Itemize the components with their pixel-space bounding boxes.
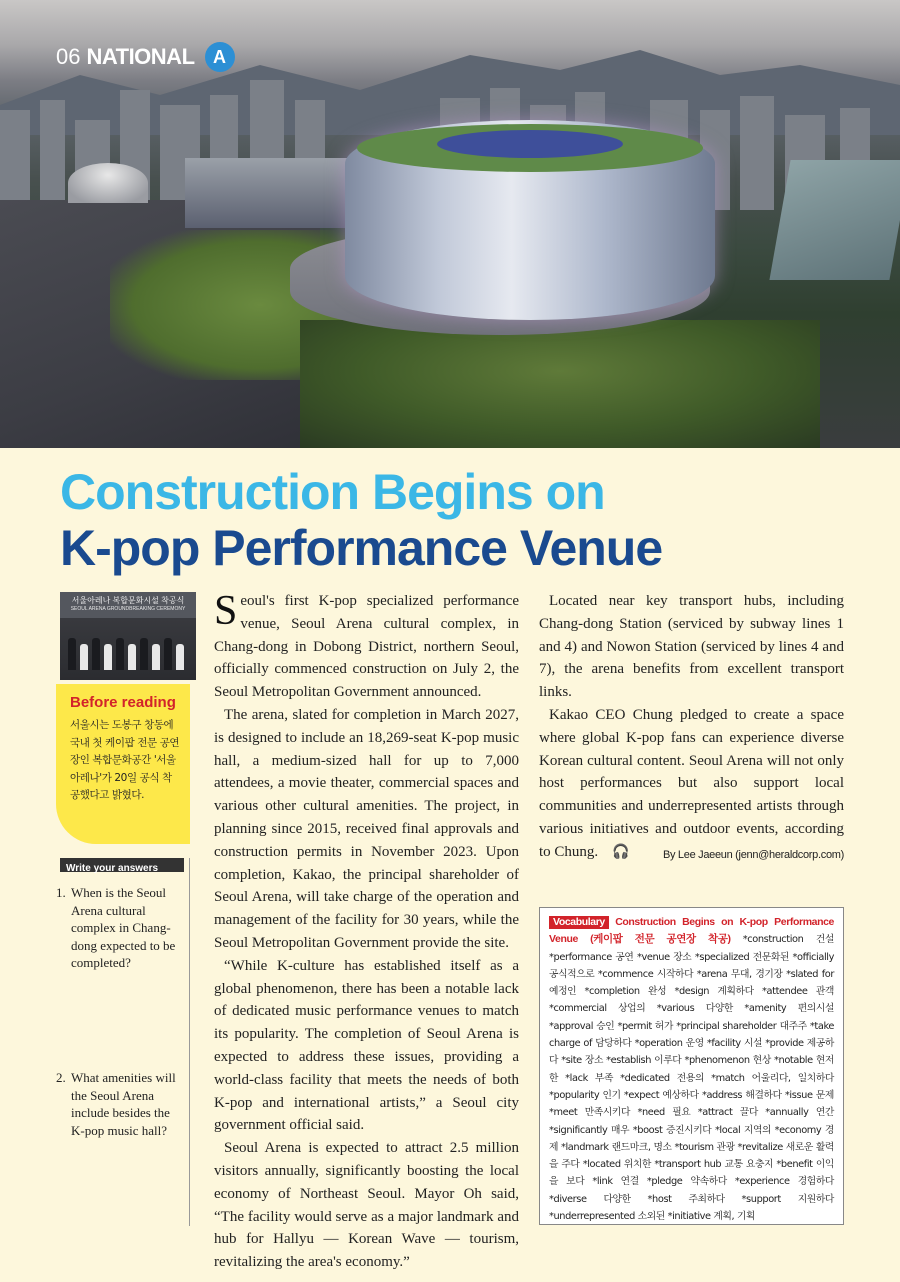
article-paragraph [539, 704, 844, 865]
article-paragraph: Seoul Arena is expected to attract 2.5 million visitors annually, significantly boosting the local economy of Northeast Seoul. Mayor Oh said, “The facility would serve as a major landmark and hub for Hallyu — Korean Wave — tourism, revitalizing the area's economy.” [214, 1140, 519, 1271]
vocabulary-box [539, 907, 844, 1225]
headline-line-2: K-pop Performance Venue [60, 520, 663, 576]
article-column-1 [214, 590, 519, 1274]
write-answers-label-bar [60, 858, 184, 872]
advanced-badge-icon: A [205, 42, 235, 72]
drop-cap: S [214, 588, 238, 634]
dome-graphic [68, 163, 148, 203]
park-graphic [300, 320, 820, 448]
arena-building-graphic [345, 120, 715, 320]
banner-korean: 서울아레나 복합문화시설 착공식 [71, 596, 185, 605]
ceremony-photo [60, 592, 196, 680]
section-tag [56, 42, 235, 72]
vocabulary-heading: Construction Begins on K-pop Performance Venue (케이팝 전문 공연장 착공) [549, 916, 834, 946]
banner-english: SEOUL ARENA GROUNDBREAKING CEREMONY [70, 606, 186, 612]
byline: By Lee Jaeeun (jenn@heraldcorp.com) [662, 848, 844, 861]
headline-line-1: Construction Begins on [60, 464, 605, 520]
annex-building-graphic [185, 158, 350, 228]
headphone-icon: 🎧 [612, 844, 630, 860]
before-reading-title: Before reading [70, 694, 176, 711]
paragraph-text: eoul's first K-pop specialized performance venue, Seoul Arena cultural complex, in Chang-dong in Dobong District, northern Seoul, officially commenced construction on July 2, the Seoul Metropolitan Government announced. [214, 593, 519, 701]
page-number: 06 [56, 44, 81, 69]
ceremony-people-graphic [68, 630, 188, 670]
article-paragraph: The arena, slated for completion in March 2027, is designed to include an 18,269-seat K-pop music hall, a medium-sized hall for up to 7,000 attendees, a movie theater, commercial spaces and various other cultural amenities. The project, in planning since 2015, received final approvals and construction permits in November 2023. Upon completion, Kakao, the principal shareholder of Seoul Arena, will take charge of the operation and management of the facility for 30 years, while the Seoul Metropolitan Government provide the site. [214, 706, 519, 951]
question-number: 1. [56, 885, 66, 900]
question-text: When is the Seoul Arena cultural complex in Chang-dong expected to be completed? [71, 885, 176, 970]
article-paragraph: “While K-culture has established itself as a global phenomenon, there has been a notable lack of dedicated music performance venues to match its popularity. The completion of Seoul Arena is expected to address these issues, providing a world-class facility that meets the needs of both K-pop and international artists,” a Seoul city government official said. [214, 957, 519, 1134]
article-paragraph [214, 590, 519, 704]
question-text: What amenities will the Seoul Arena include besides the K-pop music hall? [71, 1070, 176, 1138]
headline [60, 464, 662, 576]
question-number: 2. [56, 1070, 66, 1085]
section-name: NATIONAL [86, 44, 195, 69]
question-1 [56, 884, 186, 972]
paragraph-text: Kakao CEO Chung pledged to create a space where global K-pop fans can experience diverse Korean cultural content. Seoul Arena will not only host performances but also support local communities and underrepresented artists through various initiatives and outdoor events, according to Chung. [539, 706, 844, 860]
hero-image [0, 0, 900, 448]
vocabulary-tag: Vocabulary [549, 916, 609, 929]
question-2 [56, 1069, 186, 1139]
vocabulary-body: *construction 건설 *performance 공연 *venue 장소 *specialized 전문화된 *officially 공식적으로 *commence 시작하다 *arena 무대, 경기장 *slated for 예정인 *completion 완성 *design 계획하다 *attendee 관객 *commercial 상업의 *various 다양한 *amenity 편의시설 *approval 승인 *permit 허가 *principal shareholder 대주주 *take charge of 담당하다 *operation 운영 *facility 시설 *provide 제공하다 *site 장소 *establish 이루다 *phenomenon 현상 *notable 현저한 *lack 부족 *dedicated 전용의 *match 어울리다, 일치하다 *popularity 인기 *expect 예상하다 *address 해결하다 *issue 문제 *meet 만족시키다 *need 필요 *attract 끌다 *annually 연간 *significantly 매우 *boost 증진시키다 *local 지역의 *economy 경제 *landmark 랜드마크, 명소 *tourism 관광 *revitalize 새로운 활력을 주다 *located 위치한 *transport hub 교통 요충지 *benefit 이익을 보다 *link 연결 *pledge 약속하다 *experience 경험하다 *diverse 다양한 *host 주최하다 *support 지원하다 *underrepresented 소외된 *initiative 계획, 기획 [549, 934, 834, 1223]
before-reading-body: 서울시는 도봉구 창동에 국내 첫 케이팝 전문 공연장인 복합문화공간 '서울아레나'가 20일 공식 착공했다고 밝혔다. [70, 719, 180, 801]
ceremony-banner [60, 592, 196, 618]
article-column-2 [539, 590, 844, 866]
before-reading-note [56, 684, 190, 844]
divider [189, 858, 190, 1226]
article-paragraph: Located near key transport hubs, including Chang-dong Station (serviced by subway lines 1 and 4) and Nowon Station (serviced by lines 4 and 7), the arena benefits from excellent transport links. [539, 593, 844, 701]
write-answers-label: Write your answers [66, 863, 159, 874]
river-graphic [769, 160, 900, 280]
